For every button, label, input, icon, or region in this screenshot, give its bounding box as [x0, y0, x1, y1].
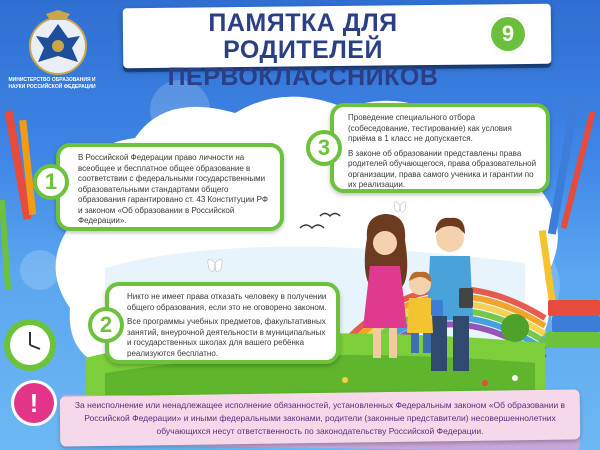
- page-title-line2: ПЕРВОКЛАССНИКОВ: [167, 63, 439, 91]
- note-number-2: 2: [88, 307, 124, 343]
- page-title-line1: ПАМЯТКА ДЛЯ РОДИТЕЛЕЙ: [208, 9, 398, 64]
- note-2-paragraph-1: Никто не имеет права отказать человеку в получении общего образования, если это не оговорено законом.: [127, 292, 327, 312]
- note-3-paragraph-2: В законе об образовании представлены права родителей обучающегося, права образовательной организации, права самого ученика и гарантии по их реализации.: [348, 148, 537, 189]
- ministry-emblem-icon: [18, 8, 98, 80]
- note-2-paragraph-2: Все программы учебных предметов, факультативных занятий, внеурочной деятельности в муниципальных и государственных школах для вашего ребёнка реализуются бесплатно.: [127, 317, 326, 358]
- exclamation-icon: !: [14, 383, 54, 423]
- note-number-1: 1: [33, 164, 69, 200]
- note-1-paragraph-1: В Российской Федерации право личности на всеобщее и бесплатное общее образование в соответствии с федеральными государственными образовательными стандартами общего образования гарантировано ст. 43 Конституции РФ и законом «Об образовании в Российской Федерации».: [78, 153, 268, 225]
- note-box-1: [56, 143, 284, 231]
- ministry-caption: МИНИСТЕРСТВО ОБРАЗОВАНИЯ И НАУКИ РОССИЙСКОЙ ФЕДЕРАЦИИ: [8, 77, 96, 90]
- page-number-badge: 9: [488, 14, 528, 54]
- note-number-3: 3: [306, 130, 342, 166]
- note-box-3: [330, 103, 550, 193]
- page-title: [128, 10, 478, 91]
- warning-text: За неисполнение или ненадлежащее исполнение обязанностей, установленных Федеральным законом «Об образовании в Российской Федерации» и иными федеральными законами, родители (законные представители) несовершеннолетних обучающихся несут ответственность по законодательству Российской Федерации.: [74, 400, 566, 436]
- note-box-2: [105, 282, 340, 364]
- note-3-paragraph-1: Проведение специального отбора (собеседование, тестирование) как условия приёма в 1 класс не допускается.: [348, 113, 512, 143]
